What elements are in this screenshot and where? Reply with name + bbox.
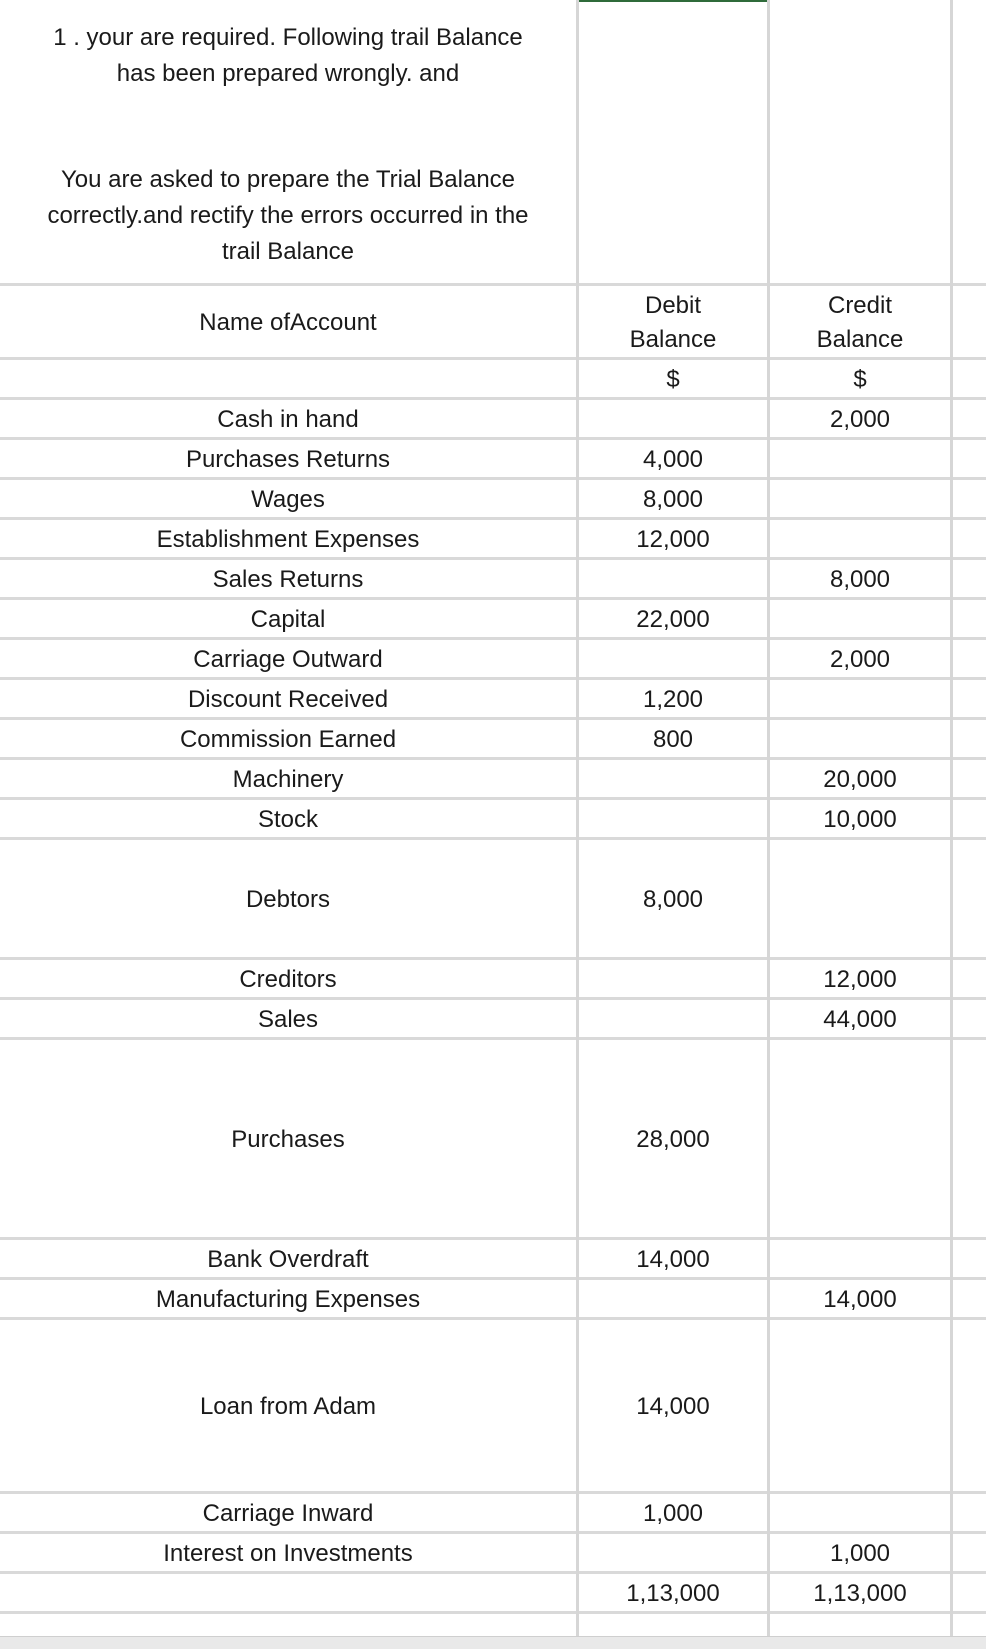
table-row: [0, 1000, 986, 1040]
table-row: [0, 520, 986, 560]
account-name-cell[interactable]: Capital: [250, 606, 326, 633]
account-name-cell[interactable]: Wages: [251, 486, 325, 513]
table-row: [0, 440, 986, 480]
debit-currency-cell[interactable]: [579, 360, 767, 400]
account-name-cell[interactable]: Machinery: [232, 766, 344, 793]
credit-cell[interactable]: [770, 480, 950, 520]
table-row: [0, 640, 986, 680]
account-name-cell[interactable]: Purchases Returns: [185, 446, 391, 473]
account-name-cell[interactable]: Carriage Inward: [202, 1500, 374, 1527]
credit-cell[interactable]: [770, 720, 950, 760]
account-name-cell[interactable]: Cash in hand: [217, 406, 359, 433]
credit-cell[interactable]: [770, 1040, 950, 1240]
table-row: [0, 720, 986, 760]
instruction-line-5: trail Balance: [221, 238, 355, 265]
instruction-line-2: has been prepared wrongly. and: [116, 60, 460, 87]
credit-cell[interactable]: 44,000: [823, 1006, 897, 1033]
table-row: [0, 480, 986, 520]
credit-cell[interactable]: 2,000: [829, 646, 891, 673]
table-row: [0, 1534, 986, 1574]
credit-cell[interactable]: [770, 1320, 950, 1494]
header-debit-line2: Balance: [629, 326, 717, 353]
table-row: [0, 960, 986, 1000]
account-name-cell[interactable]: Discount Received: [187, 686, 389, 713]
instruction-line-1: 1 . your are required. Following trail Balance: [53, 24, 523, 51]
account-name-cell[interactable]: Sales Returns: [212, 566, 364, 593]
totals-row: [0, 1574, 986, 1614]
header-debit-cell[interactable]: [579, 286, 767, 360]
debit-cell[interactable]: [579, 760, 767, 800]
currency-name-cell[interactable]: [0, 360, 576, 400]
account-name-cell[interactable]: Commission Earned: [179, 726, 397, 753]
header-credit-cell[interactable]: [770, 286, 950, 360]
instruction-line-3: You are asked to prepare the Trial Balance: [60, 166, 516, 193]
credit-cell[interactable]: [770, 680, 950, 720]
credit-currency-cell[interactable]: [770, 360, 950, 400]
debit-cell[interactable]: [579, 960, 767, 1000]
header-debit-line1: Debit: [644, 292, 702, 319]
credit-cell[interactable]: 10,000: [823, 806, 897, 833]
debit-cell[interactable]: 22,000: [636, 606, 710, 633]
account-name-cell[interactable]: Carriage Outward: [193, 646, 383, 673]
debit-cell[interactable]: 14,000: [636, 1246, 710, 1273]
currency-row: [0, 360, 986, 400]
debit-cell[interactable]: 1,000: [642, 1500, 704, 1527]
table-row: [0, 840, 986, 960]
debit-cell[interactable]: [579, 1000, 767, 1040]
table-row: [0, 1040, 986, 1240]
account-name-cell[interactable]: Purchases: [231, 1126, 345, 1153]
credit-cell[interactable]: [770, 1494, 950, 1534]
column-divider: [950, 0, 953, 1640]
account-name-cell[interactable]: Bank Overdraft: [207, 1246, 369, 1273]
table-row: [0, 1494, 986, 1534]
account-name-cell[interactable]: Manufacturing Expenses: [155, 1286, 421, 1313]
debit-cell[interactable]: [579, 640, 767, 680]
credit-cell[interactable]: [770, 840, 950, 960]
table-row: [0, 680, 986, 720]
table-row: [0, 1320, 986, 1494]
debit-cell[interactable]: 1,200: [642, 686, 704, 713]
debit-cell[interactable]: 800: [652, 726, 694, 753]
table-row: [0, 1240, 986, 1280]
debit-cell[interactable]: [579, 560, 767, 600]
credit-currency-label: $: [853, 366, 867, 393]
header-name-label: Name ofAccount: [199, 309, 377, 336]
credit-cell[interactable]: 20,000: [823, 766, 897, 793]
credit-cell[interactable]: [770, 440, 950, 480]
header-name-cell[interactable]: [0, 286, 576, 360]
debit-cell[interactable]: [579, 800, 767, 840]
debit-cell[interactable]: [579, 1280, 767, 1320]
totals-name-cell[interactable]: [0, 1574, 576, 1614]
debit-cell[interactable]: 28,000: [636, 1126, 710, 1153]
credit-cell[interactable]: [770, 600, 950, 640]
debit-cell[interactable]: [579, 1534, 767, 1574]
account-name-cell[interactable]: Interest on Investments: [163, 1540, 413, 1567]
column-divider: [767, 0, 770, 1640]
debit-currency-label: $: [666, 366, 680, 393]
total-debit-cell[interactable]: 1,13,000: [626, 1580, 720, 1607]
credit-cell[interactable]: [770, 1240, 950, 1280]
instruction-line-4: correctly.and rectify the errors occurred in the: [47, 202, 529, 229]
account-name-cell[interactable]: Establishment Expenses: [156, 526, 420, 553]
header-credit-line1: Credit: [827, 292, 893, 319]
table-row: [0, 760, 986, 800]
account-name-cell[interactable]: Debtors: [245, 886, 331, 913]
debit-cell[interactable]: 8,000: [642, 486, 704, 513]
debit-cell[interactable]: [579, 400, 767, 440]
table-row: [0, 400, 986, 440]
debit-cell[interactable]: 4,000: [642, 446, 704, 473]
account-name-cell[interactable]: Sales: [257, 1006, 319, 1033]
credit-cell[interactable]: 1,000: [829, 1540, 891, 1567]
table-row: [0, 800, 986, 840]
table-row: [0, 1280, 986, 1320]
total-credit-cell[interactable]: 1,13,000: [813, 1580, 907, 1607]
header-credit-line2: Balance: [816, 326, 904, 353]
debit-cell[interactable]: 12,000: [636, 526, 710, 553]
table-row: [0, 600, 986, 640]
table-row: [0, 560, 986, 600]
credit-cell[interactable]: [770, 520, 950, 560]
credit-cell[interactable]: 12,000: [823, 966, 897, 993]
account-name-cell[interactable]: Creditors: [239, 966, 337, 993]
credit-cell[interactable]: 8,000: [829, 566, 891, 593]
credit-cell[interactable]: 14,000: [823, 1286, 897, 1313]
debit-cell[interactable]: 8,000: [642, 886, 704, 913]
account-name-cell[interactable]: Loan from Adam: [199, 1393, 377, 1420]
sheet-bottom-bar: [0, 1636, 986, 1649]
column-divider: [576, 0, 579, 1640]
account-name-cell[interactable]: Stock: [257, 806, 319, 833]
instructions-row: [0, 0, 986, 286]
credit-cell[interactable]: 2,000: [829, 406, 891, 433]
debit-cell[interactable]: 14,000: [636, 1393, 710, 1420]
header-row: [0, 286, 986, 360]
